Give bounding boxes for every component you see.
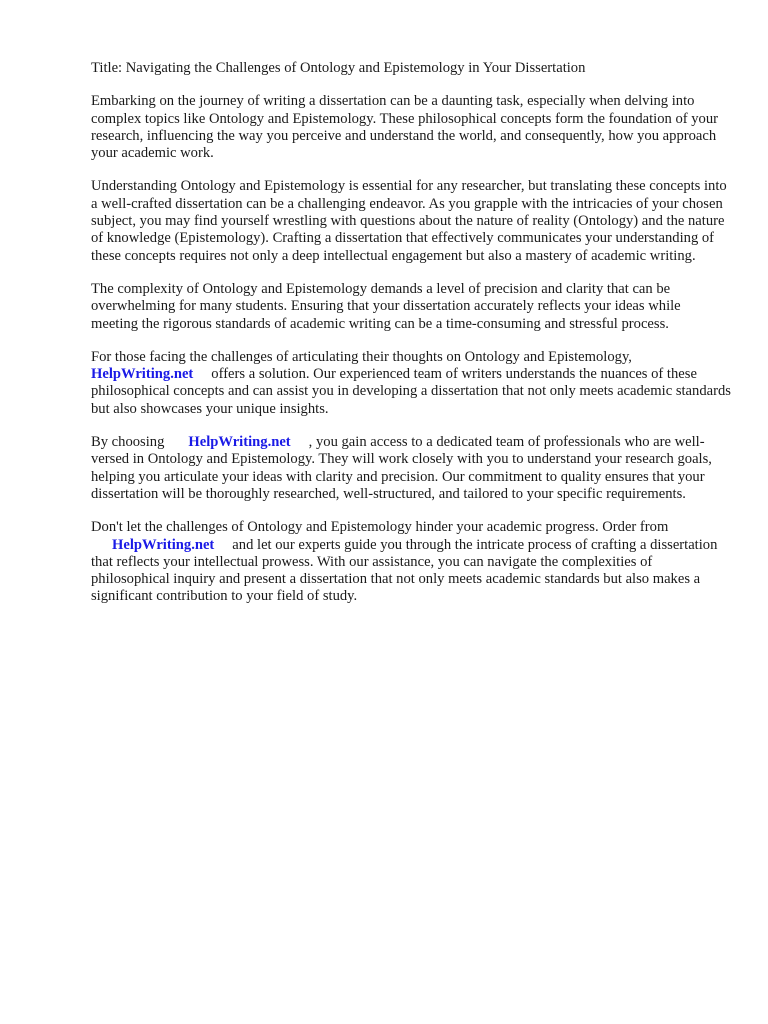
paragraph-closing xyxy=(91,519,731,605)
paragraph-intro: Embarking on the journey of writing a dissertation can be a daunting task, especially when delving into complex topics like Ontology and Epistemology. These philosophical concepts form the foundation of your research, influencing the way you perceive and understand the world, and consequently, how you approach your academic work. xyxy=(91,93,719,162)
paragraph-choosing-text-start: By choosing xyxy=(91,434,165,451)
paragraph-choosing-text-end: , you gain access to a dedicated team of professionals who are well-versed in Ontology and Epistemology. They will work closely with you to understand your research goals, helping you articulate your ideas with clarity and precision. Our commitment to quality ensures that your dissertation will be thoroughly researched, well-structured, and tailored to your specific requirements. xyxy=(91,434,712,502)
paragraph-closing-text-start: Don't let the challenges of Ontology and Epistemology hinder your academic progress. Order from xyxy=(91,519,669,536)
paragraph-complexity: The complexity of Ontology and Epistemology demands a level of precision and clarity that can be overwhelming for many students. Ensuring that your dissertation accurately reflects your ideas while meeting the rigorous standards of academic writing can be a time-consuming and stressful process. xyxy=(91,280,681,332)
paragraph-solution-text-end: offers a solution. Our experienced team of writers understands the nuances of these philosophical concepts and can assist you in developing a dissertation that not only meets academic standards but also showcases your unique insights. xyxy=(91,366,731,417)
helpwriting-link-3[interactable]: HelpWriting.net xyxy=(112,536,215,553)
paragraph-solution-text-start: For those facing the challenges of articulating their thoughts on Ontology and Epistemology, xyxy=(91,348,632,365)
helpwriting-link-1[interactable]: HelpWriting.net xyxy=(91,366,194,383)
document-body xyxy=(91,60,731,622)
helpwriting-link-2[interactable]: HelpWriting.net xyxy=(188,434,291,451)
paragraph-solution xyxy=(91,349,731,418)
paragraph-closing-text-end: and let our experts guide you through the intricate process of crafting a dissertation that reflects your intellectual prowess. With our assistance, you can navigate the complexities of philosophical inquiry and present a dissertation that not only meets academic standards but also makes a significant contribution to your field of study. xyxy=(91,536,718,605)
document-title: Title: Navigating the Challenges of Ontology and Epistemology in Your Dissertation xyxy=(91,60,586,76)
paragraph-choosing xyxy=(91,434,731,503)
paragraph-understanding: Understanding Ontology and Epistemology is essential for any researcher, but translating these concepts into a well-crafted dissertation can be a challenging endeavor. As you grapple with the intricacies of your chosen subject, you may find yourself wrestling with questions about the nature of reality (Ontology) and the nature of knowledge (Epistemology). Crafting a dissertation that effectively communicates your understanding of these concepts requires not only a deep intellectual engagement but also a mastery of academic writing. xyxy=(91,178,727,264)
